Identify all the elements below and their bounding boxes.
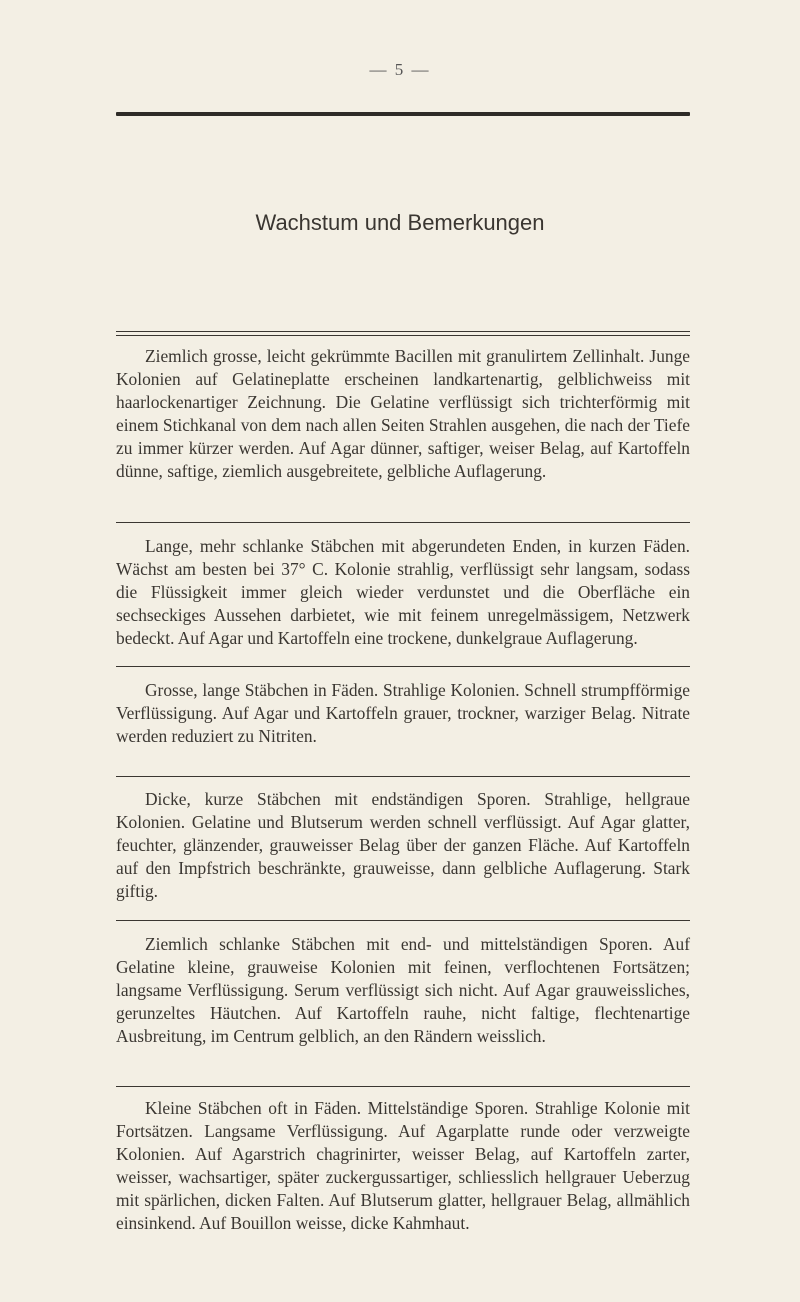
top-rule [116,112,690,116]
entry-5 [116,933,690,1048]
entry-2-text: Lange, mehr schlanke Stäbchen mit abgerundeten Enden, in kurzen Fäden. Wächst am besten bei 37° C. Kolonie strahlig, verflüssigt sehr langsam, sodass die Flüssigkeit immer gleich wieder verdunstet und die Oberfläche ein sechseckiges Aussehen darbietet, wie mit feinem unregelmässigem, Netzwerk bedeckt. Auf Agar und Kartoffeln eine trockene, dunkelgraue Auflagerung. [116,536,690,648]
entry-5-text: Ziemlich schlanke Stäbchen mit end- und mittelständigen Sporen. Auf Gelatine kleine, grauweise Kolonien mit feinen, verflochtenen Fortsätzen; langsame Verflüssigung. Serum verflüssigt sich nicht. Auf Agar grauweissliches, gerunzeltes Häutchen. Auf Kartoffeln rauhe, nicht faltige, flechtenartige Ausbreitung, im Centrum gelblich, an den Rändern weisslich. [116,934,690,1046]
column-heading: Wachstum und Bemerkungen [255,210,545,235]
heading-double-rule [116,331,690,336]
entry-divider [116,920,690,921]
entry-1-text: Ziemlich grosse, leicht gekrümmte Bacillen mit granulirtem Zellinhalt. Junge Kolonien auf Gelatineplatte erscheinen landkartenartig, gelblichweiss mit haarlockenartiger Zeichnung. Die Gelatine verflüssigt sich trichterförmig mit einem Stichkanal von dem nach allen Seiten Strahlen ausgehen, die nach der Tiefe zu immer kürzer werden. Auf Agar dünner, saftiger, weiser Belag, auf Kartoffeln dünne, saftige, ziemlich ausgebreitete, gelbliche Auflagerung. [116,346,690,481]
entry-1 [116,345,690,483]
entry-4-text: Dicke, kurze Stäbchen mit endständigen Sporen. Strahlige, hellgraue Kolonien. Gelatine und Blutserum werden schnell verflüssigt. Auf Agar glatter, feuchter, glänzender, grauweisser Belag über der ganzen Fläche. Auf Kartoffeln auf den Impfstrich beschränkte, grauweisse, dann gelbliche Auflagerung. Stark giftig. [116,789,690,901]
entry-4 [116,788,690,903]
page-number: — 5 — [369,60,431,79]
entry-divider [116,522,690,523]
entry-divider [116,1086,690,1087]
entry-2 [116,535,690,650]
entry-3-text: Grosse, lange Stäbchen in Fäden. Strahlige Kolonien. Schnell strumpfförmige Verflüssigung. Auf Agar und Kartoffeln grauer, trockner, warziger Belag. Nitrate werden reduziert zu Nitriten. [116,680,690,746]
entry-divider [116,776,690,777]
entry-3 [116,679,690,748]
entry-divider [116,666,690,667]
entry-6 [116,1097,690,1235]
entry-6-text: Kleine Stäbchen oft in Fäden. Mittelständige Sporen. Strahlige Kolonie mit Fortsätzen. Langsame Verflüssigung. Auf Agarplatte runde oder verzweigte Kolonien. Auf Agarstrich chagrinirter, weisser Belag, auf Kartoffeln zarter, weisser, wachsartiger, später zuckergussartiger, schliesslich hellgrauer Ueberzug mit spärlichen, dicken Falten. Auf Blutserum glatter, hellgrauer Belag, allmählich einsinkend. Auf Bouillon weisse, dicke Kahmhaut. [116,1098,690,1233]
